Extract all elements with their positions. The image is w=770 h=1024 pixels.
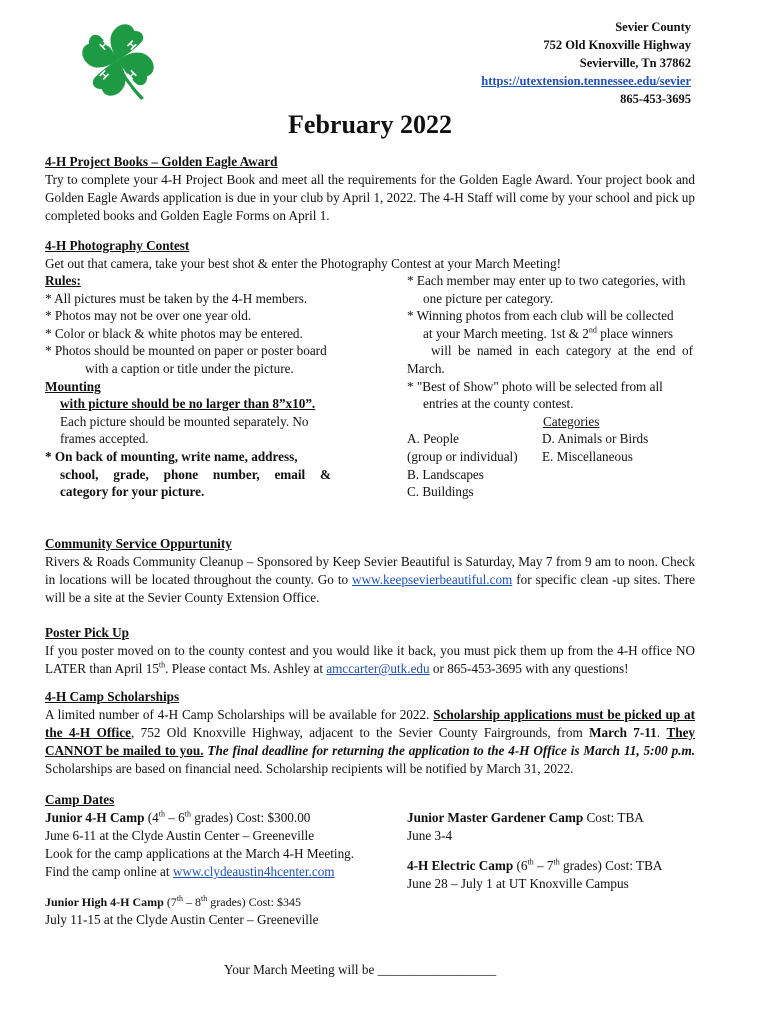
- city-state-zip: Sevierville, Tn 37862: [579, 56, 691, 70]
- community-section: [45, 535, 695, 607]
- photo-rules-right: [407, 272, 693, 501]
- project-books-heading: 4-H Project Books – Golden Eagle Award: [45, 154, 278, 169]
- poster-section: Poster Pick Up If you poster moved on to the county contest and you would like it back, you must pick them up from the 4-H office NO LATER than April 15th. Please contact Ms. Ashley at amccarter@utk.edu or 865-453-3695 with any questions!: [45, 625, 695, 676]
- photo-contest-intro: Get out that camera, take your best shot & enter the Photography Contest at your March Meeting!: [45, 256, 562, 271]
- rule-item: at your March meeting. 1st & 2nd place winners: [423, 325, 674, 341]
- project-books-section: [45, 153, 695, 225]
- back-of-mounting-line: category for your picture.: [60, 484, 205, 500]
- meeting-footer: Your March Meeting will be __________________: [224, 962, 497, 977]
- rule-item: entries at the county contest.: [423, 396, 574, 412]
- phone-number: 865-453-3695: [620, 92, 691, 106]
- poster-heading: Poster Pick Up: [45, 625, 129, 640]
- header-address: [481, 18, 691, 108]
- email-link[interactable]: amccarter@utk.edu: [326, 661, 430, 676]
- junior-camp: Junior 4-H Camp (4th – 6th grades) Cost: $300.00: [45, 809, 311, 825]
- mounting-size-rule: with picture should be no larger than 8”x10”.: [60, 396, 316, 412]
- category-item: E. Miscellaneous: [542, 448, 633, 464]
- rule-item: * "Best of Show" photo will be selected from all: [407, 378, 663, 394]
- back-of-mounting-line: * On back of mounting, write name, address,: [45, 448, 298, 464]
- project-books-body: Try to complete your 4-H Project Book and meet all the requirements for the Golden Eagle Award. Your project book and Golden Eagle Awards application is due in your club by April 1, 2022. The 4-H Staff will come by your school and pick up completed books and Golden Eagle Forms on April 1.: [45, 172, 695, 223]
- camp-dates-heading: Camp Dates: [45, 792, 115, 807]
- photo-rules-left: [45, 272, 331, 501]
- rule-item: one picture per category.: [423, 290, 554, 306]
- back-of-mounting-line: school, grade, phone number, email &: [60, 466, 331, 482]
- photo-contest-heading: 4-H Photography Contest: [45, 238, 190, 253]
- category-item: (group or individual): [407, 448, 518, 464]
- county-name: Sevier County: [615, 20, 691, 34]
- svg-text:H: H: [124, 38, 139, 53]
- community-body: Rivers & Roads Community Cleanup – Sponsored by Keep Sevier Beautiful is Saturday, May 7 from 9 am to noon. Check in locations will be located throughout the county. Go to: [45, 554, 695, 587]
- poster-body: If you poster moved on to the county contest and you would like it back, you must pick them up from the 4-H office NO LATER than April 15: [45, 643, 695, 676]
- page-title: February 2022: [288, 110, 452, 139]
- photo-contest-section: [45, 237, 695, 273]
- rule-item: * Color or black & white photos may be entered.: [45, 325, 303, 341]
- svg-text:H: H: [97, 67, 112, 82]
- rule-item: * Winning photos from each club will be collected: [407, 308, 674, 324]
- camp-dates-right: Junior Master Gardener Camp Cost: TBA June 3-4 4-H Electric Camp (6th – 7th grades) Cost: TBA June 28 – July 1 at UT Knoxville Campus: [407, 809, 707, 893]
- svg-text:H: H: [124, 67, 139, 82]
- category-item: B. Landscapes: [407, 466, 484, 482]
- community-heading: Community Service Oppurtunity: [45, 536, 232, 551]
- jmg-camp: Junior Master Gardener Camp Cost: TBA: [407, 810, 644, 825]
- community-body-end: for specific clean -up sites. There will be a site at the Sevier County Extension Office.: [45, 572, 696, 605]
- junior-high-camp: Junior High 4-H Camp (7th – 8th grades) Cost: $345: [45, 894, 301, 909]
- mounting-line: frames accepted.: [60, 431, 149, 447]
- category-item: A. People: [407, 431, 460, 447]
- website-link[interactable]: https://utextension.tennessee.edu/sevier: [481, 74, 691, 88]
- street-address: 752 Old Knoxville Highway: [543, 38, 691, 52]
- mounting-line: Each picture should be mounted separately. No: [60, 413, 309, 429]
- electric-camp: 4-H Electric Camp (6th – 7th grades) Cost: TBA: [407, 857, 663, 873]
- camp-dates-left: Camp Dates Junior 4-H Camp (4th – 6th grades) Cost: $300.00 June 6-11 at the Clyde Austin Center – Greeneville Look for the camp applications at the March 4-H Meeting. Find the camp online at www.clydeaustin4hcenter.com Junior High 4-H Camp (7th – 8th grades) Cost: $345 July 11-15 at the Clyde Austin Center – Greeneville: [45, 791, 385, 929]
- rule-item: * Each member may enter up to two categories, with: [407, 273, 686, 288]
- rule-item: * Photos may not be over one year old.: [45, 308, 252, 324]
- svg-text:H: H: [97, 38, 112, 53]
- rule-item: with a caption or title under the picture.: [85, 360, 294, 376]
- scholarships-section: 4-H Camp Scholarships A limited number of 4-H Camp Scholarships will be available for 2022. Scholarship applications must be picked up at the 4-H Office, 752 Old Knoxville Highway, adjacent to the Sevier County Fairgrounds, from March 7-11. They CANNOT be mailed to you. The final deadline for returning the application to the 4-H Office is March 11, 5:00 p.m. Scholarships are based on financial need. Scholarship recipients will be notified by March 31, 2022.: [45, 689, 696, 776]
- rule-item: * Photos should be mounted on paper or poster board: [45, 343, 327, 359]
- rules-heading: Rules:: [45, 273, 81, 288]
- clyde-austin-link[interactable]: www.clydeaustin4hcenter.com: [172, 864, 335, 879]
- rule-item: * All pictures must be taken by the 4-H members.: [45, 290, 308, 306]
- categories-heading: Categories: [543, 413, 600, 429]
- clover-logo-icon: [76, 18, 160, 104]
- categories-list: [407, 430, 693, 500]
- scholarships-heading: 4-H Camp Scholarships: [45, 689, 180, 704]
- mounting-heading: Mounting: [45, 378, 101, 394]
- keep-sevier-link[interactable]: www.keepsevierbeautiful.com: [352, 572, 513, 587]
- rule-item: will be named in each category at the end of March.: [407, 343, 693, 376]
- category-item: D. Animals or Birds: [542, 431, 649, 447]
- category-item: C. Buildings: [407, 484, 474, 500]
